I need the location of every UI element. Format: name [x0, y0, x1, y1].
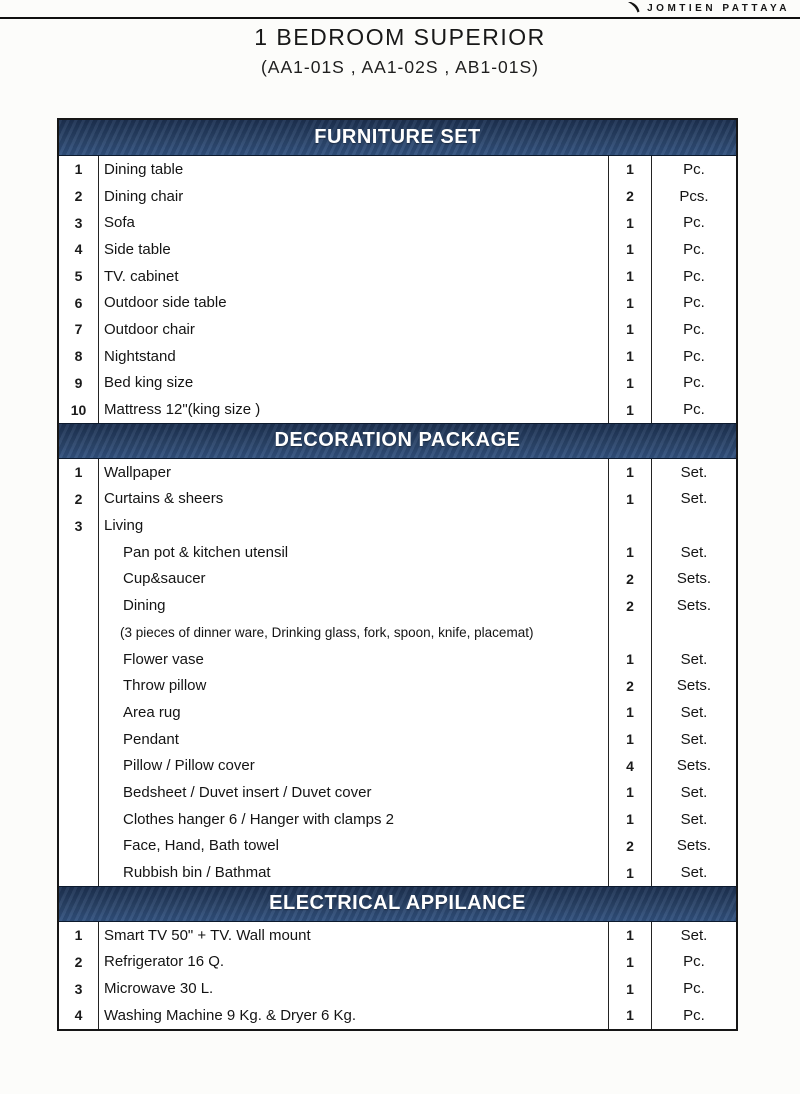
row-number: 8: [59, 343, 99, 370]
page-subtitle: (AA1-01S , AA1-02S , AB1-01S): [260, 57, 540, 77]
row-qty: 1: [608, 1002, 652, 1029]
row-unit: Set.: [680, 864, 708, 882]
row-item: TV. cabinet: [104, 267, 179, 285]
row-number: 7: [59, 316, 99, 343]
brand: [627, 0, 790, 16]
row-qty: 1: [608, 316, 652, 343]
row-unit: Pc.: [683, 347, 705, 365]
row-number: [59, 779, 99, 806]
row-unit: Set.: [680, 463, 708, 481]
table-row: [59, 370, 736, 397]
row-unit: Pc.: [683, 374, 705, 392]
row-unit: Pc.: [683, 980, 705, 998]
table-row: [59, 833, 736, 860]
row-qty: 1: [608, 370, 652, 397]
row-item: Outdoor chair: [104, 320, 195, 338]
row-qty: 1: [608, 922, 652, 949]
row-item: Wallpaper: [104, 463, 171, 481]
row-qty: 2: [608, 566, 652, 593]
row-item: Flower vase: [123, 650, 204, 668]
row-number: 3: [59, 975, 99, 1002]
row-unit: Set.: [680, 543, 708, 561]
row-number: [59, 859, 99, 886]
row-qty: 1: [608, 236, 652, 263]
row-number: [59, 539, 99, 566]
row-unit: Sets.: [676, 677, 712, 695]
row-item: Throw pillow: [123, 677, 207, 695]
table-row: [59, 672, 736, 699]
row-item: Curtains & sheers: [104, 490, 224, 508]
table-row: [59, 619, 736, 646]
section: [59, 423, 736, 886]
row-qty: 1: [608, 975, 652, 1002]
row-item: Side table: [104, 240, 171, 258]
row-number: 4: [59, 236, 99, 263]
row-unit: Sets.: [676, 757, 712, 775]
row-unit: Set.: [680, 926, 708, 944]
row-unit: [652, 619, 736, 646]
row-unit: Pc.: [683, 267, 705, 285]
row-unit: Pc.: [683, 953, 705, 971]
row-qty: 1: [608, 459, 652, 486]
row-item: Bedsheet / Duvet insert / Duvet cover: [123, 783, 372, 801]
row-item: Rubbish bin / Bathmat: [123, 864, 271, 882]
row-item: Pendant: [123, 730, 179, 748]
row-qty: 1: [608, 859, 652, 886]
table-row: [59, 699, 736, 726]
row-qty: 1: [608, 699, 652, 726]
row-qty: 1: [608, 539, 652, 566]
brand-logo-icon: [627, 2, 641, 14]
row-qty: 1: [608, 779, 652, 806]
inventory-table: [57, 118, 738, 1031]
table-row: [59, 486, 736, 513]
row-unit: [652, 512, 736, 539]
row-number: 3: [59, 512, 99, 539]
row-item: Mattress 12"(king size ): [104, 401, 261, 419]
row-number: 1: [59, 459, 99, 486]
row-unit: Pc.: [683, 401, 705, 419]
row-number: [59, 566, 99, 593]
table-row: [59, 316, 736, 343]
row-number: [59, 726, 99, 753]
table-row: [59, 263, 736, 290]
row-number: [59, 833, 99, 860]
table-row: [59, 236, 736, 263]
row-item: Living: [104, 517, 144, 535]
row-unit: Pc.: [683, 160, 705, 178]
table-row: [59, 806, 736, 833]
row-qty: 2: [608, 183, 652, 210]
row-qty: 1: [608, 209, 652, 236]
row-qty: 1: [608, 343, 652, 370]
row-number: [59, 646, 99, 673]
row-item: Area rug: [123, 703, 181, 721]
row-item: Clothes hanger 6 / Hanger with clamps 2: [123, 810, 394, 828]
table-row: [59, 922, 736, 949]
row-item: Dining table: [104, 160, 184, 178]
row-unit: Sets.: [676, 597, 712, 615]
table-row: [59, 539, 736, 566]
row-qty: 2: [608, 672, 652, 699]
table-row: [59, 289, 736, 316]
row-item: Washing Machine 9 Kg. & Dryer 6 Kg.: [104, 1006, 357, 1024]
row-item: Dining: [123, 597, 166, 615]
row-unit: Pc.: [683, 214, 705, 232]
table-row: [59, 1002, 736, 1029]
table-row: [59, 209, 736, 236]
row-unit: Pcs.: [679, 187, 709, 205]
row-item: Dining chair: [104, 187, 184, 205]
row-item: Sofa: [104, 214, 135, 232]
row-unit: Set.: [680, 730, 708, 748]
row-unit: Set.: [680, 490, 708, 508]
row-number: [59, 592, 99, 619]
row-number: 5: [59, 263, 99, 290]
section-header: FURNITURE SET: [59, 120, 736, 156]
table-row: [59, 726, 736, 753]
page-title: 1 BEDROOM SUPERIOR: [254, 24, 546, 50]
table-row: [59, 183, 736, 210]
row-unit: Sets.: [676, 570, 712, 588]
row-unit: Pc.: [683, 320, 705, 338]
row-qty: 2: [608, 592, 652, 619]
row-number: [59, 699, 99, 726]
row-number: 1: [59, 156, 99, 183]
table-row: [59, 156, 736, 183]
row-number: 3: [59, 209, 99, 236]
top-rule: [0, 17, 800, 19]
table-row: [59, 859, 736, 886]
row-item: (3 pieces of dinner ware, Drinking glass, fork, spoon, knife, placemat): [120, 624, 534, 640]
row-number: 2: [59, 486, 99, 513]
row-qty: 1: [608, 486, 652, 513]
row-qty: [608, 619, 652, 646]
row-item: Bed king size: [104, 374, 194, 392]
row-number: 1: [59, 922, 99, 949]
row-qty: 1: [608, 726, 652, 753]
row-item: Face, Hand, Bath towel: [123, 837, 279, 855]
row-number: 4: [59, 1002, 99, 1029]
row-qty: 1: [608, 156, 652, 183]
row-qty: [608, 512, 652, 539]
row-qty: 1: [608, 263, 652, 290]
row-unit: Set.: [680, 810, 708, 828]
table-row: [59, 592, 736, 619]
row-item: Nightstand: [104, 347, 176, 365]
row-item: Pillow / Pillow cover: [123, 757, 255, 775]
section: [59, 120, 736, 423]
row-number: [59, 619, 99, 646]
row-number: [59, 806, 99, 833]
section: [59, 886, 736, 1029]
row-unit: Pc.: [683, 1006, 705, 1024]
row-unit: Sets.: [676, 837, 712, 855]
row-unit: Pc.: [683, 294, 705, 312]
row-unit: Set.: [680, 783, 708, 801]
table-row: [59, 646, 736, 673]
row-number: 10: [59, 396, 99, 423]
row-item: Pan pot & kitchen utensil: [123, 543, 289, 561]
row-item: Outdoor side table: [104, 294, 227, 312]
brand-name: JOMTIEN PATTAYA: [647, 2, 790, 14]
row-qty: 1: [608, 289, 652, 316]
row-number: 2: [59, 949, 99, 976]
table-row: [59, 975, 736, 1002]
row-unit: Set.: [680, 650, 708, 668]
row-qty: 1: [608, 949, 652, 976]
table-row: [59, 459, 736, 486]
row-qty: 1: [608, 396, 652, 423]
row-number: 2: [59, 183, 99, 210]
row-qty: 2: [608, 833, 652, 860]
row-number: 9: [59, 370, 99, 397]
row-item: Cup&saucer: [123, 570, 206, 588]
row-qty: 1: [608, 806, 652, 833]
row-number: [59, 672, 99, 699]
table-row: [59, 779, 736, 806]
row-number: 6: [59, 289, 99, 316]
row-qty: 4: [608, 752, 652, 779]
row-item: Refrigerator 16 Q.: [104, 953, 225, 971]
row-unit: Set.: [680, 703, 708, 721]
table-row: [59, 566, 736, 593]
row-unit: Pc.: [683, 240, 705, 258]
table-row: [59, 752, 736, 779]
section-header: DECORATION PACKAGE: [59, 423, 736, 459]
table-row: [59, 949, 736, 976]
row-qty: 1: [608, 646, 652, 673]
section-header: ELECTRICAL APPILANCE: [59, 886, 736, 922]
table-row: [59, 512, 736, 539]
row-item: Microwave 30 L.: [104, 980, 214, 998]
row-item: Smart TV 50" + TV. Wall mount: [104, 926, 311, 944]
row-number: [59, 752, 99, 779]
table-row: [59, 343, 736, 370]
table-row: [59, 396, 736, 423]
